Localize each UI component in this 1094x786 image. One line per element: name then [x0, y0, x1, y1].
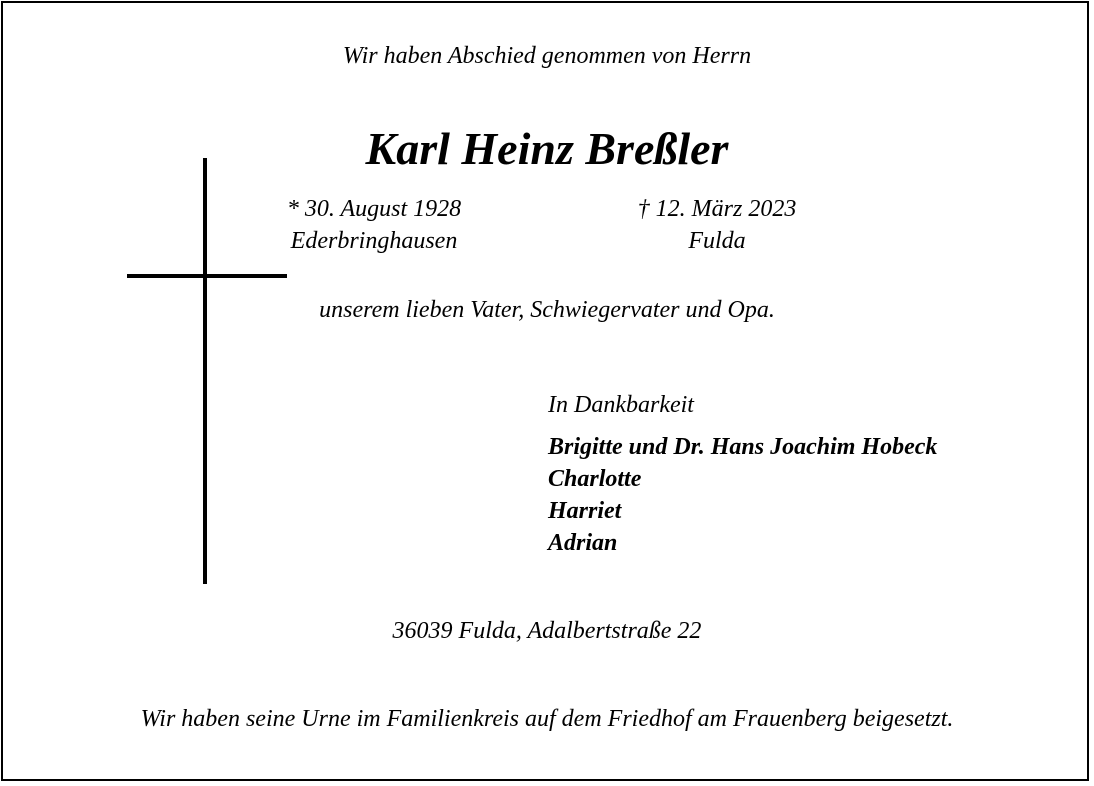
family-address: 36039 Fulda, Adalbertstraße 22 [392, 618, 702, 644]
birth-place: Ederbringhausen [290, 228, 458, 254]
death-place: Fulda [688, 228, 746, 254]
relation-text: unserem lieben Vater, Schwiegervater und Opa. [319, 297, 775, 323]
signer-name: Harriet [548, 498, 622, 524]
signer-name: Adrian [548, 530, 618, 556]
cross-vertical-bar [203, 158, 207, 584]
notice-border [1, 1, 1089, 781]
signer-name: Charlotte [548, 466, 642, 492]
signoff-label: In Dankbarkeit [548, 392, 694, 418]
death-date: † 12. März 2023 [637, 196, 797, 222]
closing-text: Wir haben seine Urne im Familienkreis auf dem Friedhof am Frauenberg beigesetzt. [140, 706, 954, 732]
signer-name: Brigitte und Dr. Hans Joachim Hobeck [548, 434, 938, 460]
birth-date: * 30. August 1928 [286, 196, 462, 222]
deceased-name: Karl Heinz Breßler [365, 123, 729, 174]
intro-text: Wir haben Abschied genommen von Herrn [342, 43, 752, 69]
cross-horizontal-bar [127, 274, 287, 278]
